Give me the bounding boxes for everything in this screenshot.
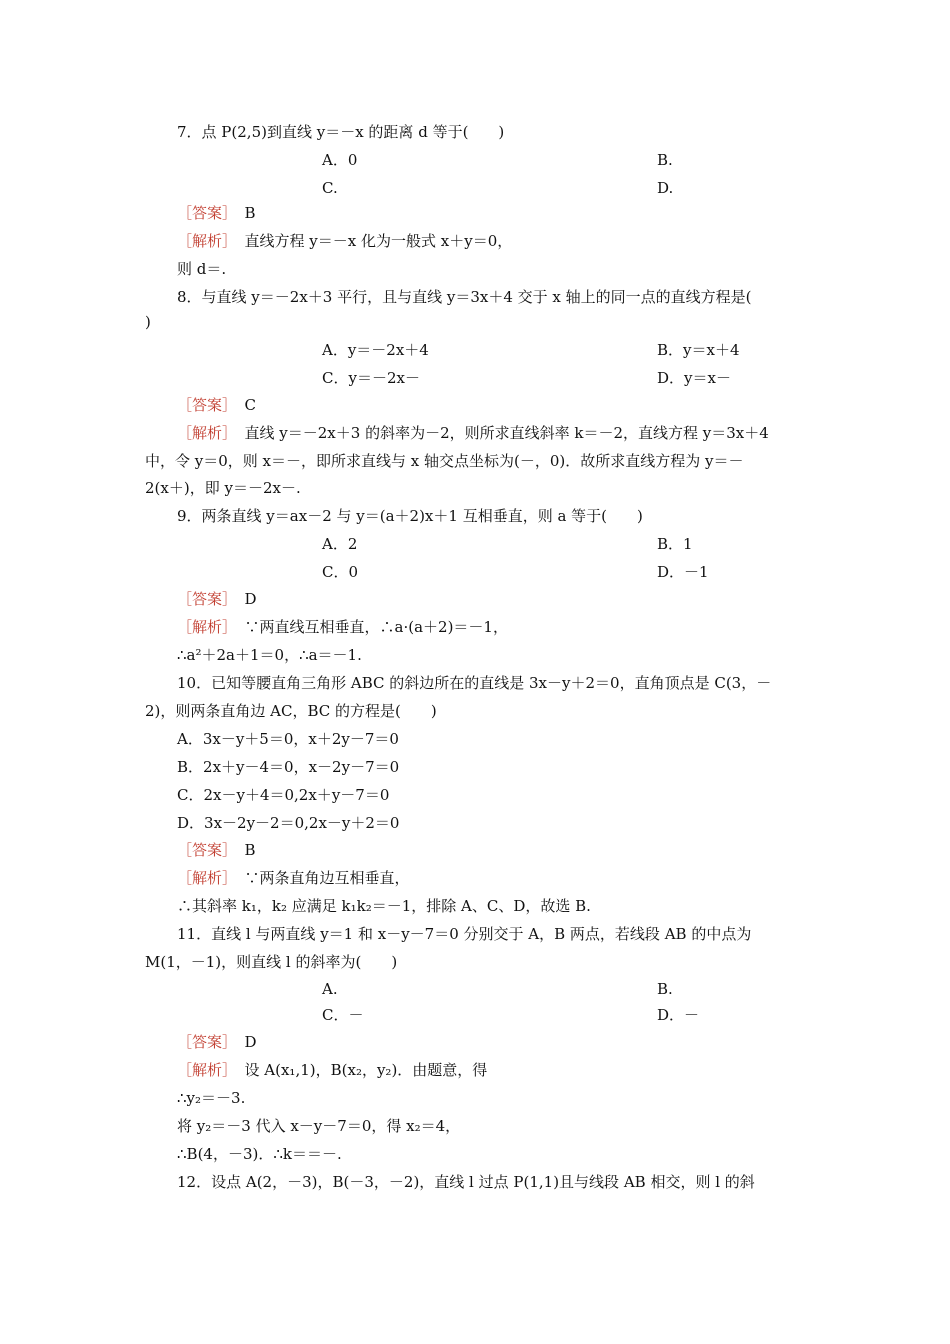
q10-stem-cont: 2)，则两条直角边 AC，BC 的方程是( ) — [145, 702, 437, 720]
q8-analysis-line: 中，令 y＝0，则 x＝－，即所求直线与 x 轴交点坐标为(－，0)．故所求直线方程为 y＝－ — [145, 452, 744, 470]
q11-answer: ［答案］ D — [177, 1033, 257, 1051]
q11-stem: 11．直线 l 与两直线 y＝1 和 x－y－7＝0 分别交于 A，B 两点，若线段 AB 的中点为 — [177, 925, 752, 943]
q11-analysis: ［解析］ 设 A(x₁,1)，B(x₂，y₂)．由题意，得 — [177, 1061, 488, 1079]
q9-answer: ［答案］ D — [177, 590, 257, 608]
q10-analysis: ［解析］ ∵两条直角边互相垂直， — [177, 869, 410, 887]
q8-stem-cont: ) — [145, 313, 151, 331]
q8-analysis-line: 2(x＋)，即 y＝－2x－. — [145, 479, 301, 497]
q10-stem: 10．已知等腰直角三角形 ABC 的斜边所在的直线是 3x－y＋2＝0，直角顶点是 C(3，－ — [177, 674, 772, 692]
q9-analysis-line: ∴a²＋2a＋1＝0，∴a＝－1. — [177, 646, 362, 664]
q11-analysis-line: ∴y₂＝－3. — [177, 1089, 246, 1107]
q11-analysis-line: 将 y₂＝－3 代入 x－y－7＝0，得 x₂＝4， — [177, 1117, 461, 1135]
q10-option-a: A．3x－y＋5＝0，x＋2y－7＝0 — [177, 730, 399, 748]
q11-analysis-line: ∴B(4，－3)．∴k＝＝－. — [177, 1145, 342, 1163]
q11-stem-cont: M(1，－1)，则直线 l 的斜率为( ) — [145, 953, 398, 971]
document-page: 7．点 P(2,5)到直线 y＝－x 的距离 d 等于( ) A．0 B. C. D. ［答案］ B ［解析］ 直线方程 y＝－x 化为一般式 x＋y＝0， 则 d＝. 8．与直线 y＝－2x＋3 平行，且与直线 y＝3x＋4 交于 x 轴上的同一点的直线方程是( ) A．y＝－2x＋4 B．y＝x＋4 C．y＝－2x－ D．y＝x－ ［答案］ C ［解析］ 直线 y＝－2x＋3 的斜率为－2，则所求直线斜率 k＝－2，直线方程 y＝3x＋4 中，令 y＝0，则 x＝－，即所求直线与 x 轴交点坐标为(－，0)．故所求直线方程为 y＝－ 2(x＋)，即 y＝－2x－. 9．两条直线 y＝ax－2 与 y＝(a＋2)x＋1 互相垂直，则 a 等于( ) A．2 B．1 C．0 D．－1 ［答案］ D ［解析］ ∵两直线互相垂直，∴a·(a＋2)＝－1， ∴a²＋2a＋1＝0，∴a＝－1. 10．已知等腰直角三角形 ABC 的斜边所在的直线是 3x－y＋2＝0，直角顶点是 C(3，－ 2)，则两条直角边 AC，BC 的方程是( ) A．3x－y＋5＝0，x＋2y－7＝0 B．2x＋y－4＝0，x－2y－7＝0 C．2x－y＋4＝0,2x＋y－7＝0 D．3x－2y－2＝0,2x－y＋2＝0 ［答案］ B ［解析］ ∵两条直角边互相垂直， ∴其斜率 k₁，k₂ 应满足 k₁k₂＝－1，排除 A、C、D，故选 B. 11．直线 l 与两直线 y＝1 和 x－y－7＝0 分别交于 A，B 两点，若线段 AB 的中点为 M(1，－1)，则直线 l 的斜率为( ) A. B. C．－ D．－ ［答案］ D ［解析］ 设 A(x₁,1)，B(x₂，y₂)．由题意，得 ∴y₂＝－3. 将 y₂＝－3 代入 x－y－7＝0，得 x₂＝4， ∴B(4，－3)．∴k＝＝－. 12．设点 A(2，－3)，B(－3，－2)，直线 l 过点 P(1,1)且与线段 AB 相交，则 l 的斜 — [145, 123, 772, 1191]
q10-option-b: B．2x＋y－4＝0，x－2y－7＝0 — [177, 758, 400, 776]
q9-analysis: ［解析］ ∵两直线互相垂直，∴a·(a＋2)＝－1， — [177, 618, 508, 636]
q7-analysis: ［解析］ 直线方程 y＝－x 化为一般式 x＋y＝0， — [177, 232, 513, 250]
q9-stem: 9．两条直线 y＝ax－2 与 y＝(a＋2)x＋1 互相垂直，则 a 等于( ) — [177, 507, 643, 525]
q8-stem: 8．与直线 y＝－2x＋3 平行，且与直线 y＝3x＋4 交于 x 轴上的同一点的直线方程是( — [177, 288, 752, 306]
q12-stem: 12．设点 A(2，－3)，B(－3，－2)，直线 l 过点 P(1,1)且与线段 AB 相交，则 l 的斜 — [177, 1173, 755, 1191]
q7-stem: 7．点 P(2,5)到直线 y＝－x 的距离 d 等于( ) — [177, 123, 505, 141]
q10-analysis-line: ∴其斜率 k₁，k₂ 应满足 k₁k₂＝－1，排除 A、C、D，故选 B. — [177, 897, 591, 915]
q10-option-c: C．2x－y＋4＝0,2x＋y－7＝0 — [177, 786, 390, 804]
q10-answer: ［答案］ B — [177, 841, 256, 859]
q8-analysis: ［解析］ 直线 y＝－2x＋3 的斜率为－2，则所求直线斜率 k＝－2，直线方程 y＝3x＋4 — [177, 424, 769, 442]
q7-analysis-line: 则 d＝. — [177, 260, 227, 278]
q8-answer: ［答案］ C — [177, 396, 256, 414]
q7-answer: ［答案］ B — [177, 204, 256, 222]
q10-option-d: D．3x－2y－2＝0,2x－y＋2＝0 — [177, 814, 400, 832]
